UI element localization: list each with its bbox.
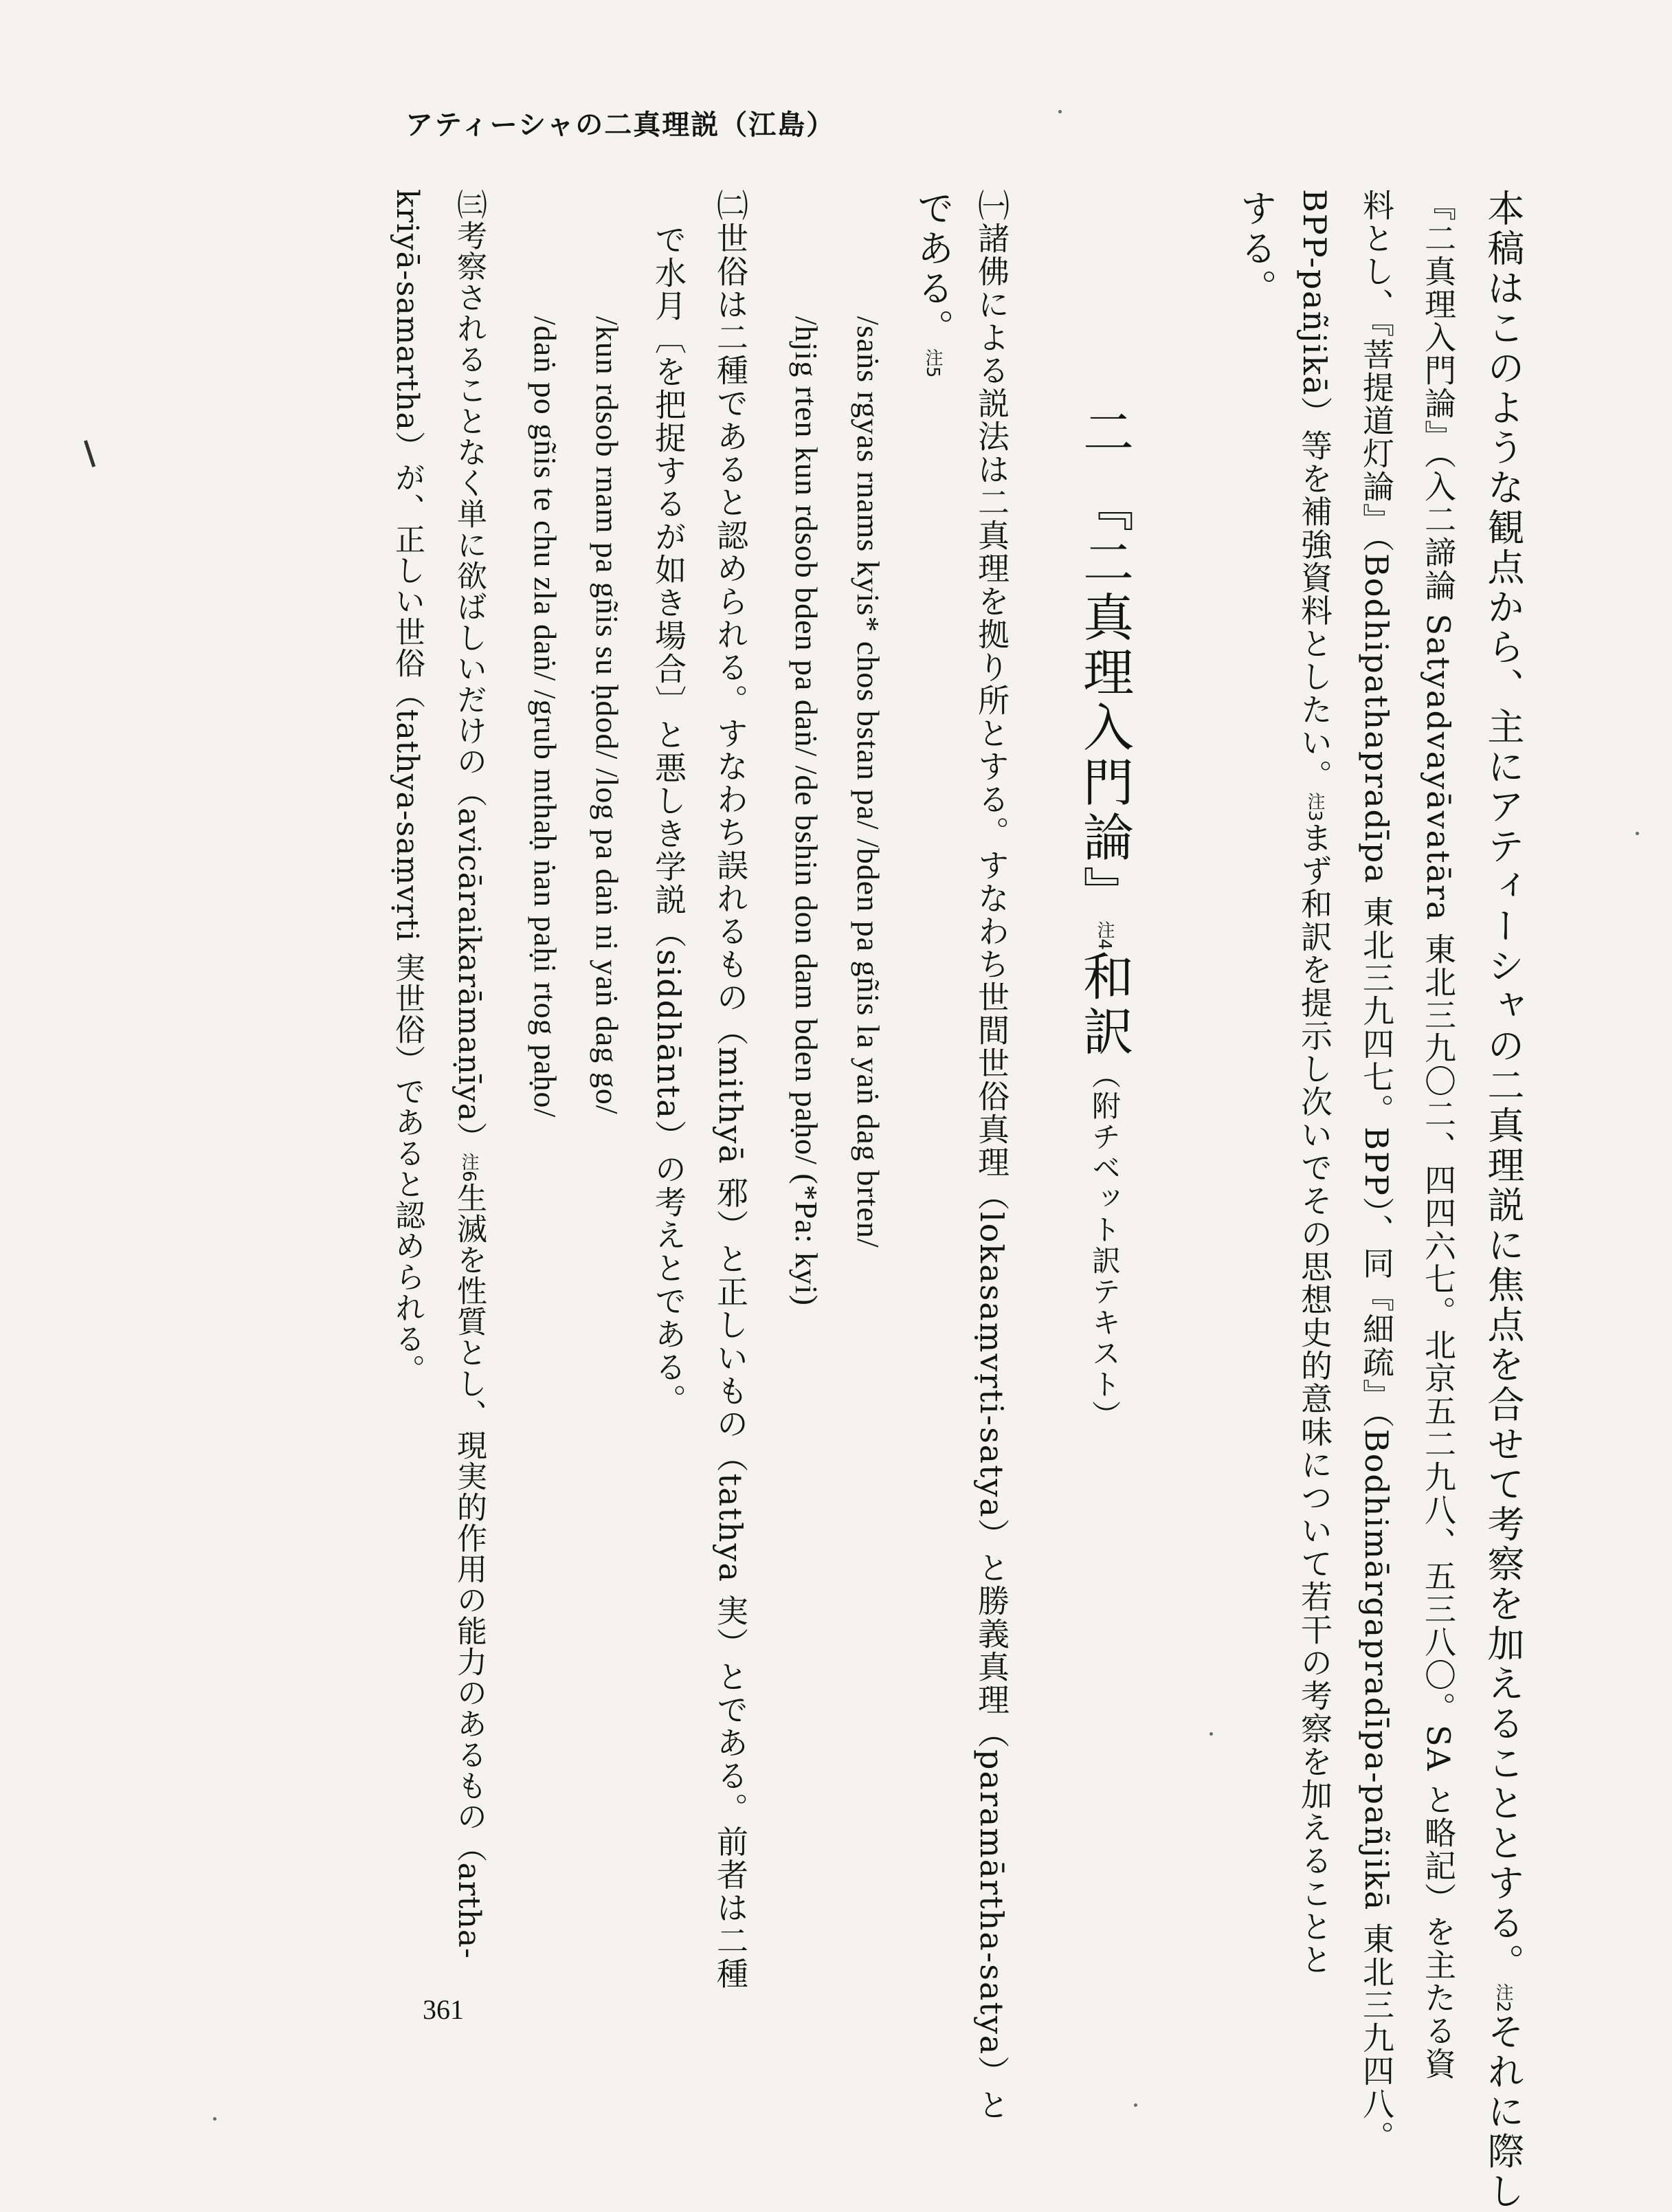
page-number: 361 [423,1994,464,2025]
tibetan-text: /daṅ po gñis te chu zla daṅ/ /grub mthaḥ ṅan paḥi rtog paḥo/ [528,316,563,1118]
scan-speck [1210,1732,1213,1736]
footnote-marker: 注4 [1094,920,1115,951]
verse-translation: ㈡世俗は二種であると認められる。すなわち誤れるもの（mithyā 邪）と正しいもの（tathya 実）とである。前者は二種 [712,189,749,1991]
running-head: アティーシャの二真理説（江島） [405,109,836,141]
verse-translation: kriyā-samartha）が、正しい世俗（tathya-saṃvṛti 実世俗）であると認められる。 [390,189,425,1385]
tibetan-text: /hjig rten kun rdsob bden pa daṅ/ /de bshin don dam bden paḥo/ (*Pa: kyi) [789,316,824,1306]
verse-translation: である。注5 [911,189,955,378]
verse-translation: ㈢考察されることなく単に欲ばしいだけの（avicāraikarāmaṇīya）注6生滅を性質とし、現実的作用の能力のあるもの（artha- [452,189,487,1959]
verse-translation: ㈠諸佛による説法は二真理を拠り所とする。すなわち世間世俗真理（lokasaṃvṛti-satya）と勝義真理（paramārtha-satya）と [973,189,1010,2122]
verse-translation: で水月〔を把捉するが如き場合〕と悪しき学説（siddhānta）の考えとである。 [650,223,687,1417]
footnote-marker: 注2 [1493,1983,1513,2013]
footnote-marker: 注6 [458,1153,479,1182]
scan-speck [1636,832,1639,835]
footnote-marker: 注3 [1304,792,1325,822]
heading-subtitle: （附チベット訳テキスト） [1088,1060,1122,1432]
section-heading: 二 『二真理入門論』注4和訳（附チベット訳テキスト） [1075,406,1134,1432]
text-column: 『二真理入門論』（入二諦論 Satyadvayāvatāra 東北三九〇二、四四六七。北京五二九八、五三八〇。SA と略記）を主たる資 [1420,189,1457,2081]
footnote-marker: 注5 [922,349,943,378]
text-column: 料とし、『菩提道灯論』（Bodhipathapradīpa 東北三九四七。BPP）、同『細疏』（Bodhimārgapradīpa-pañjikā 東北三九四八。 [1358,189,1395,2154]
scan-speck [1058,110,1062,113]
text-column: する。 [1234,189,1278,309]
scan-speck [1134,2103,1137,2107]
tibetan-text: /kun rdsob rnam pa gñis su ḥdod/ /log pa daṅ ni yaṅ dag go/ [590,316,625,1115]
scan-speck [213,2117,216,2121]
stray-mark [84,440,96,467]
text-column: 本稿はこのような観点から、主にアティーシャの二真理説に焦点を合せて考察を加えることとする。注2それに際し [1482,189,1525,2212]
text-column: BPP-pañjikā）等を補強資料としたい。注3まず和訳を提示し次いでその思想史的意味について若干の考察を加えることと [1296,189,1333,1977]
tibetan-text: /saṅs rgyas rnams kyis* chos bstan pa/ /bden pa gñis la yaṅ dag brten/ [851,316,886,1248]
